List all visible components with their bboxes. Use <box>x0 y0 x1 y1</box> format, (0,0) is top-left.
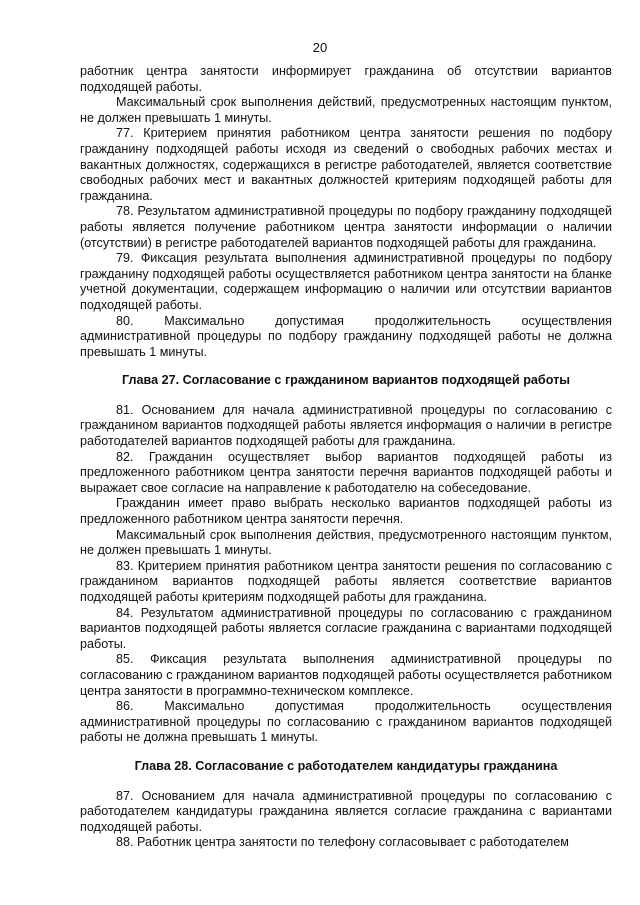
paragraph: Максимальный срок выполнения действия, предусмотренного настоящим пунктом, не должен превышать 1 минуты. <box>80 527 612 558</box>
chapter-heading: Глава 28. Согласование с работодателем кандидатуры гражданина <box>134 758 558 773</box>
paragraph: 77. Критерием принятия работником центра занятости решения по подбору гражданину подходящей работы исходя из сведений о свободных рабочих местах и вакантных должностях, содержащихся в регистре работодателей, является соответствие свободных рабочих мест и вакантных должностей критериям подходящей работы для гражданина. <box>80 126 612 203</box>
paragraph: Максимальный срок выполнения действий, предусмотренных настоящим пунктом, не должен превышать 1 минуты. <box>80 95 612 125</box>
paragraph: работник центра занятости информирует гражданина об отсутствии вариантов подходящей работы. <box>80 64 612 94</box>
paragraph: Гражданин имеет право выбрать несколько вариантов подходящей работы из предложенного работником центра занятости перечня. <box>80 496 612 527</box>
paragraph: 78. Результатом административной процедуры по подбору гражданину подходящей работы является получение работником центра занятости информации о наличии (отсутствии) в регистре работодателей вариантов подходящей работы для гражданина. <box>80 204 612 250</box>
paragraph: 79. Фиксация результата выполнения административной процедуры по подбору гражданину подходящей работы осуществляется работником центра занятости на бланке учетной документации, содержащем информацию о наличии или отсутствии вариантов подходящей работы. <box>80 251 612 312</box>
paragraph: 87. Основанием для начала административной процедуры по согласованию с работодателем кандидатуры гражданина является согласие гражданина с вариантами подходящей работы. <box>80 788 612 834</box>
paragraph: 83. Критерием принятия работником центра занятости решения по согласованию с гражданином вариантов подходящей работы является соответствие вариантов подходящей работы критериям подходящей работы для гражданина. <box>80 558 612 604</box>
paragraph: 88. Работник центра занятости по телефону согласовывает с работодателем <box>116 835 569 850</box>
paragraph: 84. Результатом административной процедуры по согласованию с гражданином вариантов подходящей работы является согласие гражданина с вариантами подходящей работы. <box>80 605 612 651</box>
paragraph: 85. Фиксация результата выполнения административной процедуры по согласованию с гражданином вариантов подходящей работы осуществляется работником центра занятости в программно-техническом комплексе. <box>80 652 612 698</box>
document-body <box>80 64 612 851</box>
paragraph: 81. Основанием для начала административной процедуры по согласованию с гражданином вариантов подходящей работы является информация о наличии в регистре работодателей вариантов подходящей работы для гражданина. <box>80 402 612 449</box>
page-number: 20 <box>312 40 328 55</box>
paragraph: 82. Гражданин осуществляет выбор вариантов подходящей работы из предложенного работником центра занятости перечня вариантов подходящей работы и выражает свое согласие на направление к работодателю на собеседование. <box>80 449 612 495</box>
paragraph: 86. Максимально допустимая продолжительность осуществления административной процедуры по согласованию с гражданином вариантов подходящей работы не должна превышать 1 минуты. <box>80 699 612 745</box>
paragraph: 80. Максимально допустимая продолжительность осуществления административной процедуры по подбору гражданину подходящей работы не должна превышать 1 минуты. <box>80 313 612 359</box>
chapter-heading: Глава 27. Согласование с гражданином вариантов подходящей работы <box>121 373 571 388</box>
